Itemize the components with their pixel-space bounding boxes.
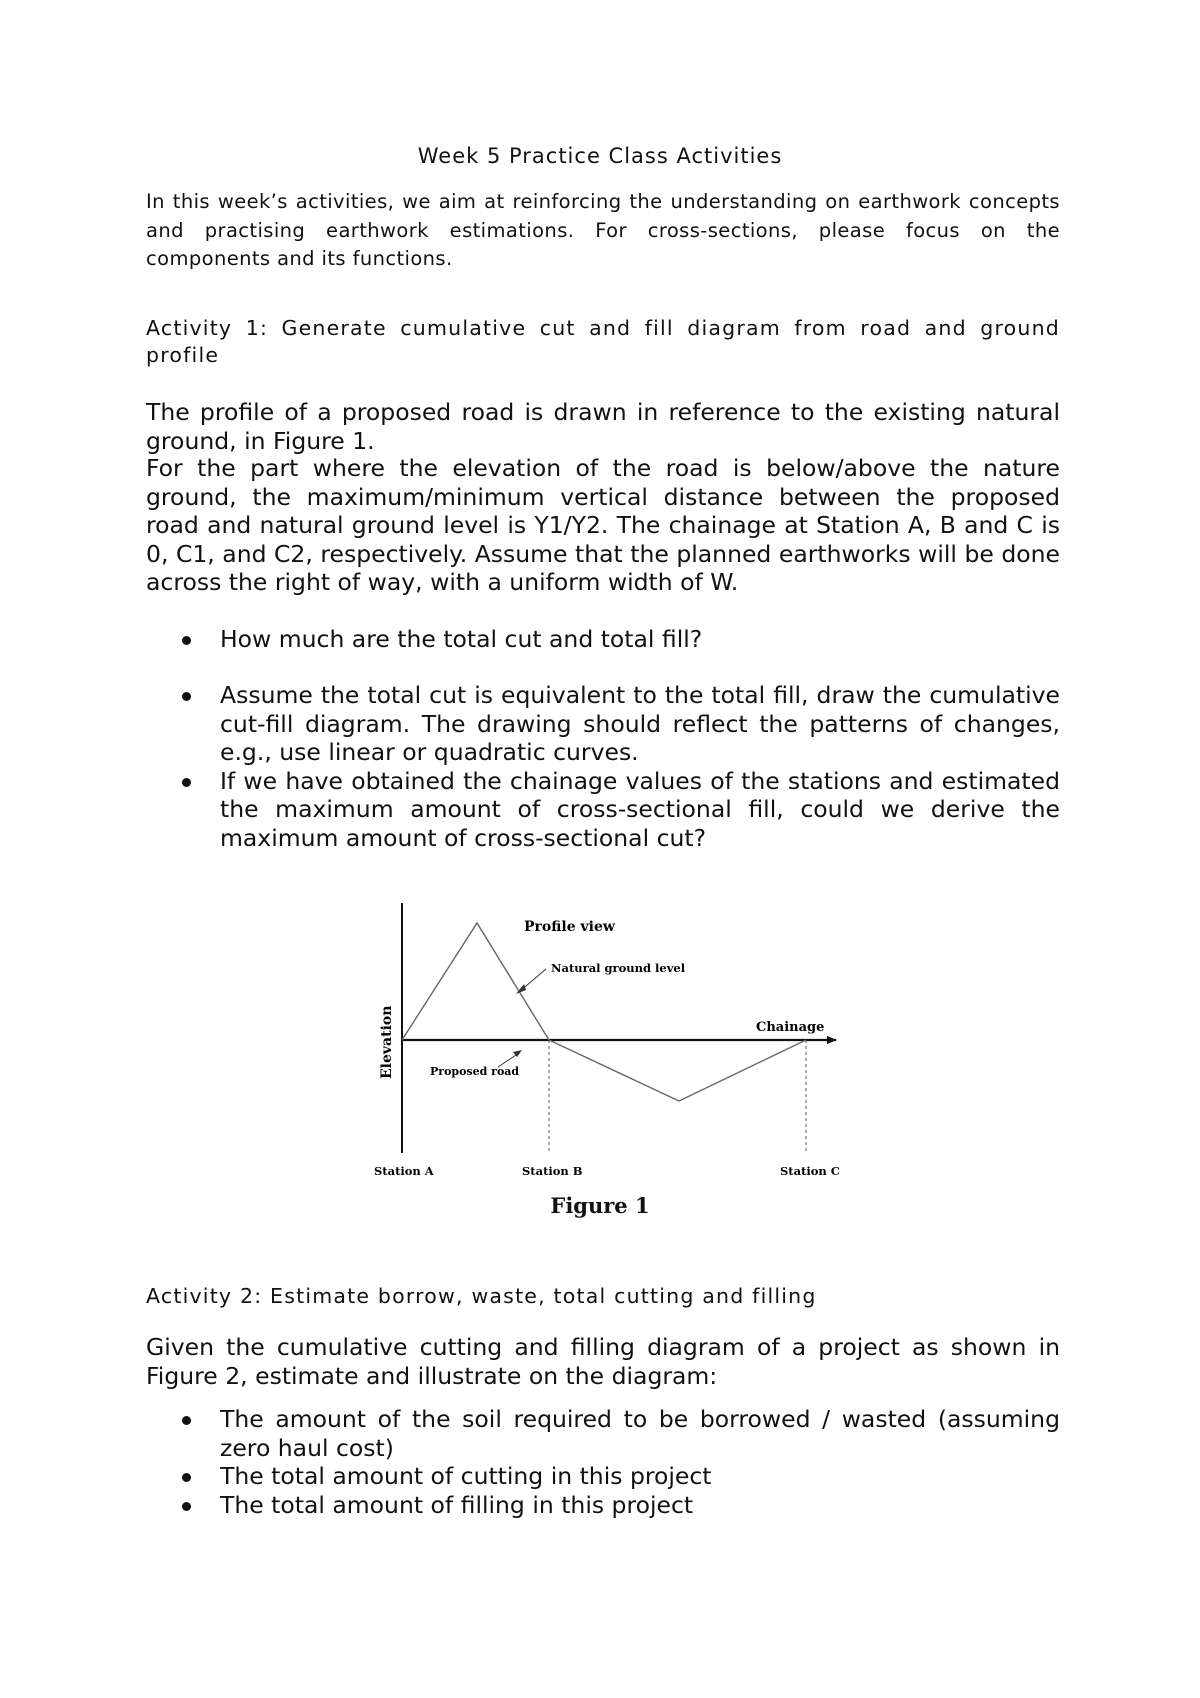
natural-ground-label: Natural ground level (551, 961, 686, 975)
intro-paragraph: In this week’s activities, we aim at reinforcing the understanding on earthwork concepts and practising earthwork estimations. For cross-sections, please focus on the components and its functions. (146, 190, 1060, 270)
page-title: Week 5 Practice Class Activities (417, 144, 783, 168)
chainage-label: Chainage (756, 1020, 825, 1035)
question-text: If we have obtained the chainage values of the stations and estimated the maximum amount of cross-sectional fill, could we derive the maximum amount of cross-sectional cut? (220, 766, 1060, 852)
activity2-heading: Activity 2: Estimate borrow, waste, total cutting and filling (146, 1284, 817, 1308)
question-text: Assume the total cut is equivalent to the total fill, draw the cumulative cut-fill diagram. The drawing should reflect the patterns of changes, e.g., use linear or quadratic curves. (220, 681, 1060, 766)
list-item (146, 625, 1060, 654)
bullet-icon (182, 778, 191, 787)
station-c-label: Station C (780, 1164, 840, 1178)
bullet-icon (182, 692, 191, 701)
activity1-question-list-b (146, 681, 1060, 852)
list-item (146, 681, 1060, 767)
station-a-label: Station A (374, 1164, 434, 1178)
bullet-icon (182, 1416, 191, 1425)
elevation-label: Elevation (379, 1005, 395, 1079)
list-item (146, 1491, 1060, 1520)
activity1-paragraph-1: The profile of a proposed road is drawn in reference to the existing natural ground, in Figure 1. (146, 398, 1060, 455)
figure-title: Profile view (524, 919, 615, 935)
item-text: The total amount of cutting in this project (220, 1462, 712, 1490)
list-item (146, 1462, 1060, 1491)
bullet-icon (182, 636, 191, 645)
question-text: How much are the total cut and total fill? (220, 625, 703, 653)
proposed-road-label: Proposed road (430, 1065, 520, 1078)
list-item (146, 767, 1060, 853)
station-b-label: Station B (522, 1164, 583, 1178)
activity1-heading: Activity 1: Generate cumulative cut and fill diagram from road and ground profile (146, 316, 1060, 367)
activity1-question-list-a (146, 625, 1060, 654)
profile-view-figure (370, 895, 850, 1200)
activity2-item-list (146, 1405, 1060, 1519)
list-item (146, 1405, 1060, 1462)
activity1-paragraph-2: For the part where the elevation of the road is below/above the nature ground, the maximum/minimum vertical distance between the proposed road and natural ground level is Y1/Y2. The chainage at Station A, B and C is 0, C1, and C2, respectively. Assume that the planned earthworks will be done across the right of way, with a uniform width of W. (146, 454, 1060, 596)
bullet-icon (182, 1502, 191, 1511)
item-text: The amount of the soil required to be borrowed / wasted (assuming zero haul cost) (220, 1405, 1060, 1462)
figure-caption: Figure 1 (550, 1193, 650, 1218)
item-text: The total amount of filling in this project (220, 1490, 694, 1519)
bullet-icon (182, 1473, 191, 1482)
activity2-paragraph: Given the cumulative cutting and filling diagram of a project as shown in Figure 2, estimate and illustrate on the diagram: (146, 1333, 1060, 1390)
